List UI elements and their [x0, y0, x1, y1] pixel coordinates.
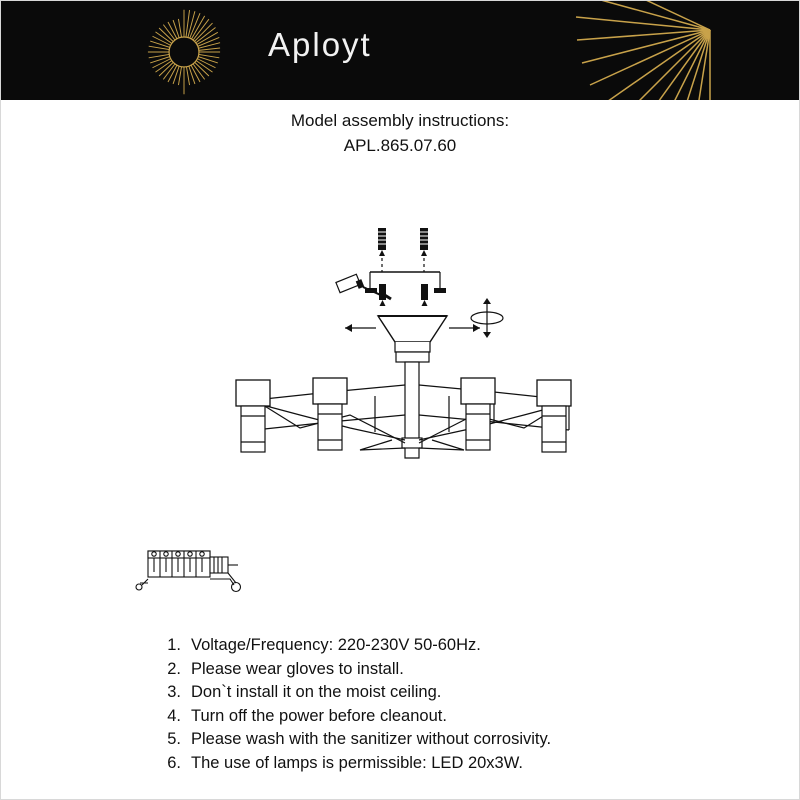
lamp-shade-2: [313, 378, 347, 450]
lamp-shade-4: [537, 380, 571, 452]
list-item-number: 3.: [167, 683, 181, 701]
list-item: [155, 681, 755, 705]
model-code: APL.865.07.60: [343, 136, 457, 155]
list-item-number: 6.: [167, 753, 181, 772]
list-item: [155, 634, 755, 658]
rotation-arrow: [471, 298, 503, 338]
list-item-number: 5.: [167, 730, 181, 748]
list-item-text: Please wash with the sanitizer without corrosivity.: [191, 730, 552, 748]
screw-right: [421, 284, 428, 306]
list-item: [155, 752, 755, 776]
mounting-bracket: [365, 272, 446, 293]
list-item: [155, 658, 755, 682]
header-banner: [0, 0, 800, 100]
ceiling-cup: [378, 316, 447, 362]
sunburst-logo-icon: [140, 8, 228, 96]
sunburst-corner-icon: [560, 0, 800, 100]
screw-anchor-left: [376, 228, 388, 256]
list-item-text: Don`t install it on the moist ceiling.: [191, 683, 442, 701]
list-item-text: Voltage/Frequency: 220-230V 50-60Hz.: [191, 636, 481, 654]
list-item-text: Please wear gloves to install.: [191, 659, 404, 678]
document-title: [0, 108, 800, 158]
stem: [402, 362, 422, 448]
ceiling-lamp-assembly-diagram: [0, 200, 800, 530]
list-item-number: 1.: [167, 636, 181, 654]
list-item-number: 4.: [167, 706, 181, 725]
screw-anchor-right: [418, 228, 430, 256]
list-item: [155, 728, 755, 752]
lamp-shade-1: [236, 380, 270, 452]
list-item: [155, 705, 755, 729]
instructions-list: [155, 634, 755, 775]
list-item-text: Turn off the power before cleanout.: [191, 706, 447, 725]
list-item-text: The use of lamps is permissible: LED 20x3W.: [191, 753, 523, 772]
brand-name: Aployt: [268, 26, 372, 63]
lamp-shade-3: [461, 378, 495, 450]
page-title: Model assembly instructions:: [290, 111, 510, 130]
terminal-block-wiring-diagram: [130, 535, 320, 605]
list-item-number: 2.: [167, 659, 181, 678]
